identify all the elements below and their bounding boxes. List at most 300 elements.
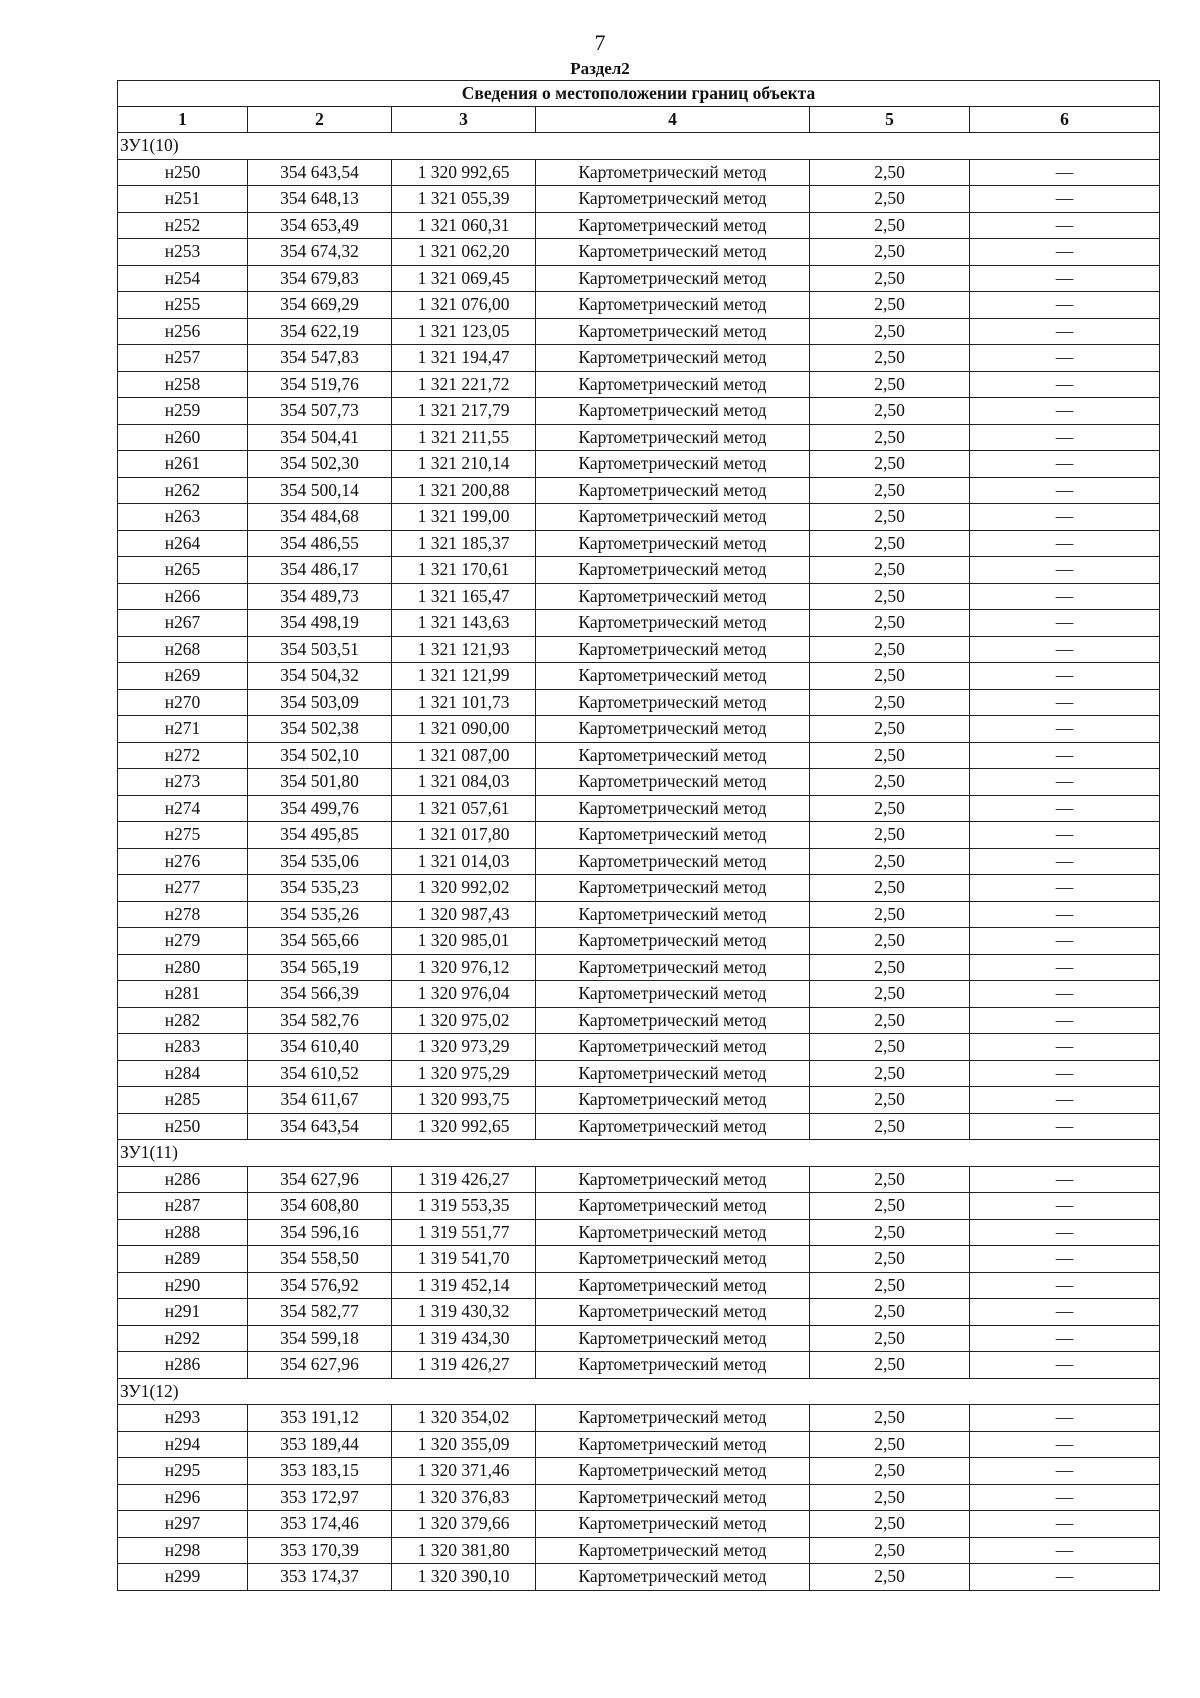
table-row (118, 1219, 1160, 1246)
y-coordinate-cell: 1 321 057,61 (392, 795, 536, 822)
description-cell: — (970, 451, 1160, 478)
accuracy-cell: 2,50 (810, 477, 970, 504)
x-coordinate-cell: 354 576,92 (248, 1272, 392, 1299)
x-coordinate-cell: 354 503,09 (248, 689, 392, 716)
accuracy-cell: 2,50 (810, 345, 970, 372)
y-coordinate-cell: 1 320 976,12 (392, 954, 536, 981)
group-header-row (118, 1140, 1160, 1167)
y-coordinate-cell: 1 321 221,72 (392, 371, 536, 398)
table-row (118, 1352, 1160, 1379)
group-name: ЗУ1(10) (118, 133, 1160, 160)
description-cell: — (970, 1537, 1160, 1564)
section-title: Раздел2 (570, 59, 630, 78)
accuracy-cell: 2,50 (810, 716, 970, 743)
table-row (118, 239, 1160, 266)
column-header: 5 (810, 107, 970, 133)
description-cell: — (970, 822, 1160, 849)
table-caption: Сведения о местоположении границ объекта (118, 81, 1160, 107)
x-coordinate-cell: 354 610,40 (248, 1034, 392, 1061)
table-row (118, 557, 1160, 584)
description-cell: — (970, 663, 1160, 690)
column-header: 2 (248, 107, 392, 133)
point-number-cell: н254 (118, 265, 248, 292)
point-number-cell: н297 (118, 1511, 248, 1538)
column-header: 1 (118, 107, 248, 133)
point-number-cell: н282 (118, 1007, 248, 1034)
y-coordinate-cell: 1 321 014,03 (392, 848, 536, 875)
accuracy-cell: 2,50 (810, 742, 970, 769)
x-coordinate-cell: 353 189,44 (248, 1431, 392, 1458)
y-coordinate-cell: 1 321 165,47 (392, 583, 536, 610)
point-number-cell: н288 (118, 1219, 248, 1246)
y-coordinate-cell: 1 321 121,99 (392, 663, 536, 690)
point-number-cell: н267 (118, 610, 248, 637)
table-row (118, 1087, 1160, 1114)
description-cell: — (970, 1087, 1160, 1114)
point-number-cell: н298 (118, 1537, 248, 1564)
description-cell: — (970, 583, 1160, 610)
table-row (118, 1034, 1160, 1061)
point-number-cell: н287 (118, 1193, 248, 1220)
x-coordinate-cell: 354 502,38 (248, 716, 392, 743)
description-cell: — (970, 1193, 1160, 1220)
table-row (118, 265, 1160, 292)
method-cell: Картометрический метод (536, 451, 810, 478)
description-cell: — (970, 1060, 1160, 1087)
method-cell: Картометрический метод (536, 769, 810, 796)
accuracy-cell: 2,50 (810, 1484, 970, 1511)
x-coordinate-cell: 353 191,12 (248, 1405, 392, 1432)
method-cell: Картометрический метод (536, 186, 810, 213)
y-coordinate-cell: 1 321 170,61 (392, 557, 536, 584)
description-cell: — (970, 265, 1160, 292)
y-coordinate-cell: 1 320 379,66 (392, 1511, 536, 1538)
y-coordinate-cell: 1 321 200,88 (392, 477, 536, 504)
table-row (118, 1272, 1160, 1299)
table-row (118, 398, 1160, 425)
table-row (118, 345, 1160, 372)
accuracy-cell: 2,50 (810, 1246, 970, 1273)
x-coordinate-cell: 354 486,55 (248, 530, 392, 557)
table-row (118, 769, 1160, 796)
accuracy-cell: 2,50 (810, 1087, 970, 1114)
accuracy-cell: 2,50 (810, 557, 970, 584)
method-cell: Картометрический метод (536, 504, 810, 531)
table-row (118, 795, 1160, 822)
description-cell: — (970, 504, 1160, 531)
point-number-cell: н286 (118, 1352, 248, 1379)
point-number-cell: н271 (118, 716, 248, 743)
description-cell: — (970, 477, 1160, 504)
method-cell: Картометрический метод (536, 212, 810, 239)
table-row (118, 875, 1160, 902)
y-coordinate-cell: 1 320 371,46 (392, 1458, 536, 1485)
accuracy-cell: 2,50 (810, 769, 970, 796)
table-row (118, 822, 1160, 849)
method-cell: Картометрический метод (536, 1060, 810, 1087)
description-cell: — (970, 1113, 1160, 1140)
x-coordinate-cell: 354 565,19 (248, 954, 392, 981)
description-cell: — (970, 1352, 1160, 1379)
point-number-cell: н265 (118, 557, 248, 584)
method-cell: Картометрический метод (536, 424, 810, 451)
x-coordinate-cell: 353 174,37 (248, 1564, 392, 1591)
y-coordinate-cell: 1 320 975,02 (392, 1007, 536, 1034)
x-coordinate-cell: 353 170,39 (248, 1537, 392, 1564)
y-coordinate-cell: 1 321 123,05 (392, 318, 536, 345)
x-coordinate-cell: 354 535,23 (248, 875, 392, 902)
x-coordinate-cell: 354 504,41 (248, 424, 392, 451)
method-cell: Картометрический метод (536, 1405, 810, 1432)
method-cell: Картометрический метод (536, 1246, 810, 1273)
accuracy-cell: 2,50 (810, 1537, 970, 1564)
description-cell: — (970, 795, 1160, 822)
method-cell: Картометрический метод (536, 371, 810, 398)
description-cell: — (970, 1564, 1160, 1591)
method-cell: Картометрический метод (536, 1219, 810, 1246)
point-number-cell: н296 (118, 1484, 248, 1511)
y-coordinate-cell: 1 321 060,31 (392, 212, 536, 239)
group-name: ЗУ1(11) (118, 1140, 1160, 1167)
description-cell: — (970, 345, 1160, 372)
table-caption-row (118, 81, 1160, 107)
accuracy-cell: 2,50 (810, 636, 970, 663)
method-cell: Картометрический метод (536, 292, 810, 319)
method-cell: Картометрический метод (536, 239, 810, 266)
accuracy-cell: 2,50 (810, 1113, 970, 1140)
accuracy-cell: 2,50 (810, 1060, 970, 1087)
table-row (118, 1564, 1160, 1591)
accuracy-cell: 2,50 (810, 1193, 970, 1220)
accuracy-cell: 2,50 (810, 689, 970, 716)
y-coordinate-cell: 1 319 430,32 (392, 1299, 536, 1326)
x-coordinate-cell: 354 627,96 (248, 1352, 392, 1379)
description-cell: — (970, 1458, 1160, 1485)
accuracy-cell: 2,50 (810, 1431, 970, 1458)
table-row (118, 318, 1160, 345)
x-coordinate-cell: 354 643,54 (248, 1113, 392, 1140)
description-cell: — (970, 1246, 1160, 1273)
method-cell: Картометрический метод (536, 875, 810, 902)
description-cell: — (970, 1484, 1160, 1511)
point-number-cell: н289 (118, 1246, 248, 1273)
x-coordinate-cell: 354 484,68 (248, 504, 392, 531)
table-row (118, 1007, 1160, 1034)
y-coordinate-cell: 1 321 101,73 (392, 689, 536, 716)
description-cell: — (970, 636, 1160, 663)
point-number-cell: н292 (118, 1325, 248, 1352)
accuracy-cell: 2,50 (810, 610, 970, 637)
method-cell: Картометрический метод (536, 159, 810, 186)
accuracy-cell: 2,50 (810, 159, 970, 186)
method-cell: Картометрический метод (536, 557, 810, 584)
table-row (118, 716, 1160, 743)
table-row (118, 1537, 1160, 1564)
x-coordinate-cell: 354 535,06 (248, 848, 392, 875)
x-coordinate-cell: 353 174,46 (248, 1511, 392, 1538)
accuracy-cell: 2,50 (810, 1511, 970, 1538)
y-coordinate-cell: 1 321 055,39 (392, 186, 536, 213)
y-coordinate-cell: 1 319 541,70 (392, 1246, 536, 1273)
y-coordinate-cell: 1 320 376,83 (392, 1484, 536, 1511)
description-cell: — (970, 610, 1160, 637)
y-coordinate-cell: 1 320 985,01 (392, 928, 536, 955)
table-row (118, 901, 1160, 928)
y-coordinate-cell: 1 320 973,29 (392, 1034, 536, 1061)
table-row (118, 451, 1160, 478)
table-row (118, 371, 1160, 398)
accuracy-cell: 2,50 (810, 186, 970, 213)
x-coordinate-cell: 353 172,97 (248, 1484, 392, 1511)
y-coordinate-cell: 1 319 452,14 (392, 1272, 536, 1299)
method-cell: Картометрический метод (536, 1193, 810, 1220)
point-number-cell: н256 (118, 318, 248, 345)
x-coordinate-cell: 354 674,32 (248, 239, 392, 266)
x-coordinate-cell: 354 500,14 (248, 477, 392, 504)
accuracy-cell: 2,50 (810, 954, 970, 981)
method-cell: Картометрический метод (536, 398, 810, 425)
method-cell: Картометрический метод (536, 1511, 810, 1538)
point-number-cell: н294 (118, 1431, 248, 1458)
table-row (118, 186, 1160, 213)
y-coordinate-cell: 1 321 062,20 (392, 239, 536, 266)
description-cell: — (970, 1405, 1160, 1432)
method-cell: Картометрический метод (536, 848, 810, 875)
y-coordinate-cell: 1 321 121,93 (392, 636, 536, 663)
accuracy-cell: 2,50 (810, 530, 970, 557)
point-number-cell: н259 (118, 398, 248, 425)
y-coordinate-cell: 1 320 992,65 (392, 159, 536, 186)
x-coordinate-cell: 354 503,51 (248, 636, 392, 663)
y-coordinate-cell: 1 321 084,03 (392, 769, 536, 796)
x-coordinate-cell: 354 504,32 (248, 663, 392, 690)
method-cell: Картометрический метод (536, 1299, 810, 1326)
table-row (118, 504, 1160, 531)
accuracy-cell: 2,50 (810, 1299, 970, 1326)
x-coordinate-cell: 354 486,17 (248, 557, 392, 584)
description-cell: — (970, 530, 1160, 557)
point-number-cell: н281 (118, 981, 248, 1008)
table-body (118, 81, 1160, 1591)
table-row (118, 212, 1160, 239)
method-cell: Картометрический метод (536, 1007, 810, 1034)
x-coordinate-cell: 354 499,76 (248, 795, 392, 822)
y-coordinate-cell: 1 320 390,10 (392, 1564, 536, 1591)
y-coordinate-cell: 1 321 211,55 (392, 424, 536, 451)
accuracy-cell: 2,50 (810, 371, 970, 398)
accuracy-cell: 2,50 (810, 928, 970, 955)
x-coordinate-cell: 354 610,52 (248, 1060, 392, 1087)
point-number-cell: н286 (118, 1166, 248, 1193)
group-name: ЗУ1(12) (118, 1378, 1160, 1405)
point-number-cell: н272 (118, 742, 248, 769)
method-cell: Картометрический метод (536, 928, 810, 955)
accuracy-cell: 2,50 (810, 504, 970, 531)
description-cell: — (970, 398, 1160, 425)
accuracy-cell: 2,50 (810, 795, 970, 822)
point-number-cell: н277 (118, 875, 248, 902)
y-coordinate-cell: 1 319 553,35 (392, 1193, 536, 1220)
description-cell: — (970, 318, 1160, 345)
method-cell: Картометрический метод (536, 477, 810, 504)
method-cell: Картометрический метод (536, 583, 810, 610)
point-number-cell: н279 (118, 928, 248, 955)
y-coordinate-cell: 1 321 217,79 (392, 398, 536, 425)
method-cell: Картометрический метод (536, 1087, 810, 1114)
y-coordinate-cell: 1 321 185,37 (392, 530, 536, 557)
description-cell: — (970, 716, 1160, 743)
method-cell: Картометрический метод (536, 689, 810, 716)
x-coordinate-cell: 354 596,16 (248, 1219, 392, 1246)
column-header: 6 (970, 107, 1160, 133)
accuracy-cell: 2,50 (810, 1352, 970, 1379)
y-coordinate-cell: 1 321 076,00 (392, 292, 536, 319)
table-row (118, 663, 1160, 690)
description-cell: — (970, 1219, 1160, 1246)
table-row (118, 583, 1160, 610)
method-cell: Картометрический метод (536, 1325, 810, 1352)
point-number-cell: н261 (118, 451, 248, 478)
description-cell: — (970, 1299, 1160, 1326)
x-coordinate-cell: 354 627,96 (248, 1166, 392, 1193)
x-coordinate-cell: 354 648,13 (248, 186, 392, 213)
description-cell: — (970, 1431, 1160, 1458)
point-number-cell: н264 (118, 530, 248, 557)
point-number-cell: н280 (118, 954, 248, 981)
description-cell: — (970, 212, 1160, 239)
method-cell: Картометрический метод (536, 822, 810, 849)
x-coordinate-cell: 354 653,49 (248, 212, 392, 239)
point-number-cell: н276 (118, 848, 248, 875)
x-coordinate-cell: 353 183,15 (248, 1458, 392, 1485)
accuracy-cell: 2,50 (810, 848, 970, 875)
x-coordinate-cell: 354 611,67 (248, 1087, 392, 1114)
method-cell: Картометрический метод (536, 1113, 810, 1140)
x-coordinate-cell: 354 566,39 (248, 981, 392, 1008)
method-cell: Картометрический метод (536, 901, 810, 928)
point-number-cell: н250 (118, 159, 248, 186)
x-coordinate-cell: 354 582,77 (248, 1299, 392, 1326)
description-cell: — (970, 901, 1160, 928)
accuracy-cell: 2,50 (810, 822, 970, 849)
table-row (118, 1431, 1160, 1458)
method-cell: Картометрический метод (536, 1034, 810, 1061)
point-number-cell: н291 (118, 1299, 248, 1326)
method-cell: Картометрический метод (536, 636, 810, 663)
x-coordinate-cell: 354 501,80 (248, 769, 392, 796)
description-cell: — (970, 159, 1160, 186)
x-coordinate-cell: 354 502,30 (248, 451, 392, 478)
accuracy-cell: 2,50 (810, 981, 970, 1008)
accuracy-cell: 2,50 (810, 265, 970, 292)
description-cell: — (970, 1511, 1160, 1538)
description-cell: — (970, 292, 1160, 319)
x-coordinate-cell: 354 679,83 (248, 265, 392, 292)
description-cell: — (970, 1166, 1160, 1193)
x-coordinate-cell: 354 643,54 (248, 159, 392, 186)
group-header-row (118, 1378, 1160, 1405)
description-cell: — (970, 186, 1160, 213)
accuracy-cell: 2,50 (810, 451, 970, 478)
table-row (118, 1193, 1160, 1220)
table-row (118, 1405, 1160, 1432)
method-cell: Картометрический метод (536, 1166, 810, 1193)
table-header-row (118, 107, 1160, 133)
table-row (118, 954, 1160, 981)
accuracy-cell: 2,50 (810, 318, 970, 345)
point-number-cell: н257 (118, 345, 248, 372)
table-row (118, 1060, 1160, 1087)
point-number-cell: н250 (118, 1113, 248, 1140)
accuracy-cell: 2,50 (810, 1272, 970, 1299)
table-row (118, 1246, 1160, 1273)
point-number-cell: н258 (118, 371, 248, 398)
boundary-coordinates-table (117, 80, 1160, 1591)
table-row (118, 1511, 1160, 1538)
x-coordinate-cell: 354 547,83 (248, 345, 392, 372)
method-cell: Картометрический метод (536, 318, 810, 345)
table-row (118, 928, 1160, 955)
accuracy-cell: 2,50 (810, 424, 970, 451)
table-row (118, 1484, 1160, 1511)
method-cell: Картометрический метод (536, 742, 810, 769)
y-coordinate-cell: 1 320 976,04 (392, 981, 536, 1008)
x-coordinate-cell: 354 502,10 (248, 742, 392, 769)
column-header: 3 (392, 107, 536, 133)
x-coordinate-cell: 354 498,19 (248, 610, 392, 637)
accuracy-cell: 2,50 (810, 1166, 970, 1193)
accuracy-cell: 2,50 (810, 1219, 970, 1246)
y-coordinate-cell: 1 321 210,14 (392, 451, 536, 478)
y-coordinate-cell: 1 320 987,43 (392, 901, 536, 928)
method-cell: Картометрический метод (536, 795, 810, 822)
point-number-cell: н270 (118, 689, 248, 716)
method-cell: Картометрический метод (536, 1564, 810, 1591)
point-number-cell: н262 (118, 477, 248, 504)
x-coordinate-cell: 354 558,50 (248, 1246, 392, 1273)
y-coordinate-cell: 1 321 199,00 (392, 504, 536, 531)
method-cell: Картометрический метод (536, 1484, 810, 1511)
description-cell: — (970, 928, 1160, 955)
y-coordinate-cell: 1 319 426,27 (392, 1166, 536, 1193)
method-cell: Картометрический метод (536, 1458, 810, 1485)
y-coordinate-cell: 1 321 090,00 (392, 716, 536, 743)
x-coordinate-cell: 354 489,73 (248, 583, 392, 610)
y-coordinate-cell: 1 320 992,02 (392, 875, 536, 902)
table-row (118, 1299, 1160, 1326)
table-row (118, 1113, 1160, 1140)
description-cell: — (970, 769, 1160, 796)
x-coordinate-cell: 354 535,26 (248, 901, 392, 928)
accuracy-cell: 2,50 (810, 398, 970, 425)
method-cell: Картометрический метод (536, 716, 810, 743)
table-row (118, 742, 1160, 769)
point-number-cell: н299 (118, 1564, 248, 1591)
table-row (118, 1458, 1160, 1485)
method-cell: Картометрический метод (536, 1352, 810, 1379)
x-coordinate-cell: 354 507,73 (248, 398, 392, 425)
y-coordinate-cell: 1 319 551,77 (392, 1219, 536, 1246)
point-number-cell: н260 (118, 424, 248, 451)
y-coordinate-cell: 1 321 087,00 (392, 742, 536, 769)
x-coordinate-cell: 354 565,66 (248, 928, 392, 955)
point-number-cell: н266 (118, 583, 248, 610)
accuracy-cell: 2,50 (810, 583, 970, 610)
description-cell: — (970, 689, 1160, 716)
table-row (118, 292, 1160, 319)
accuracy-cell: 2,50 (810, 875, 970, 902)
accuracy-cell: 2,50 (810, 1325, 970, 1352)
